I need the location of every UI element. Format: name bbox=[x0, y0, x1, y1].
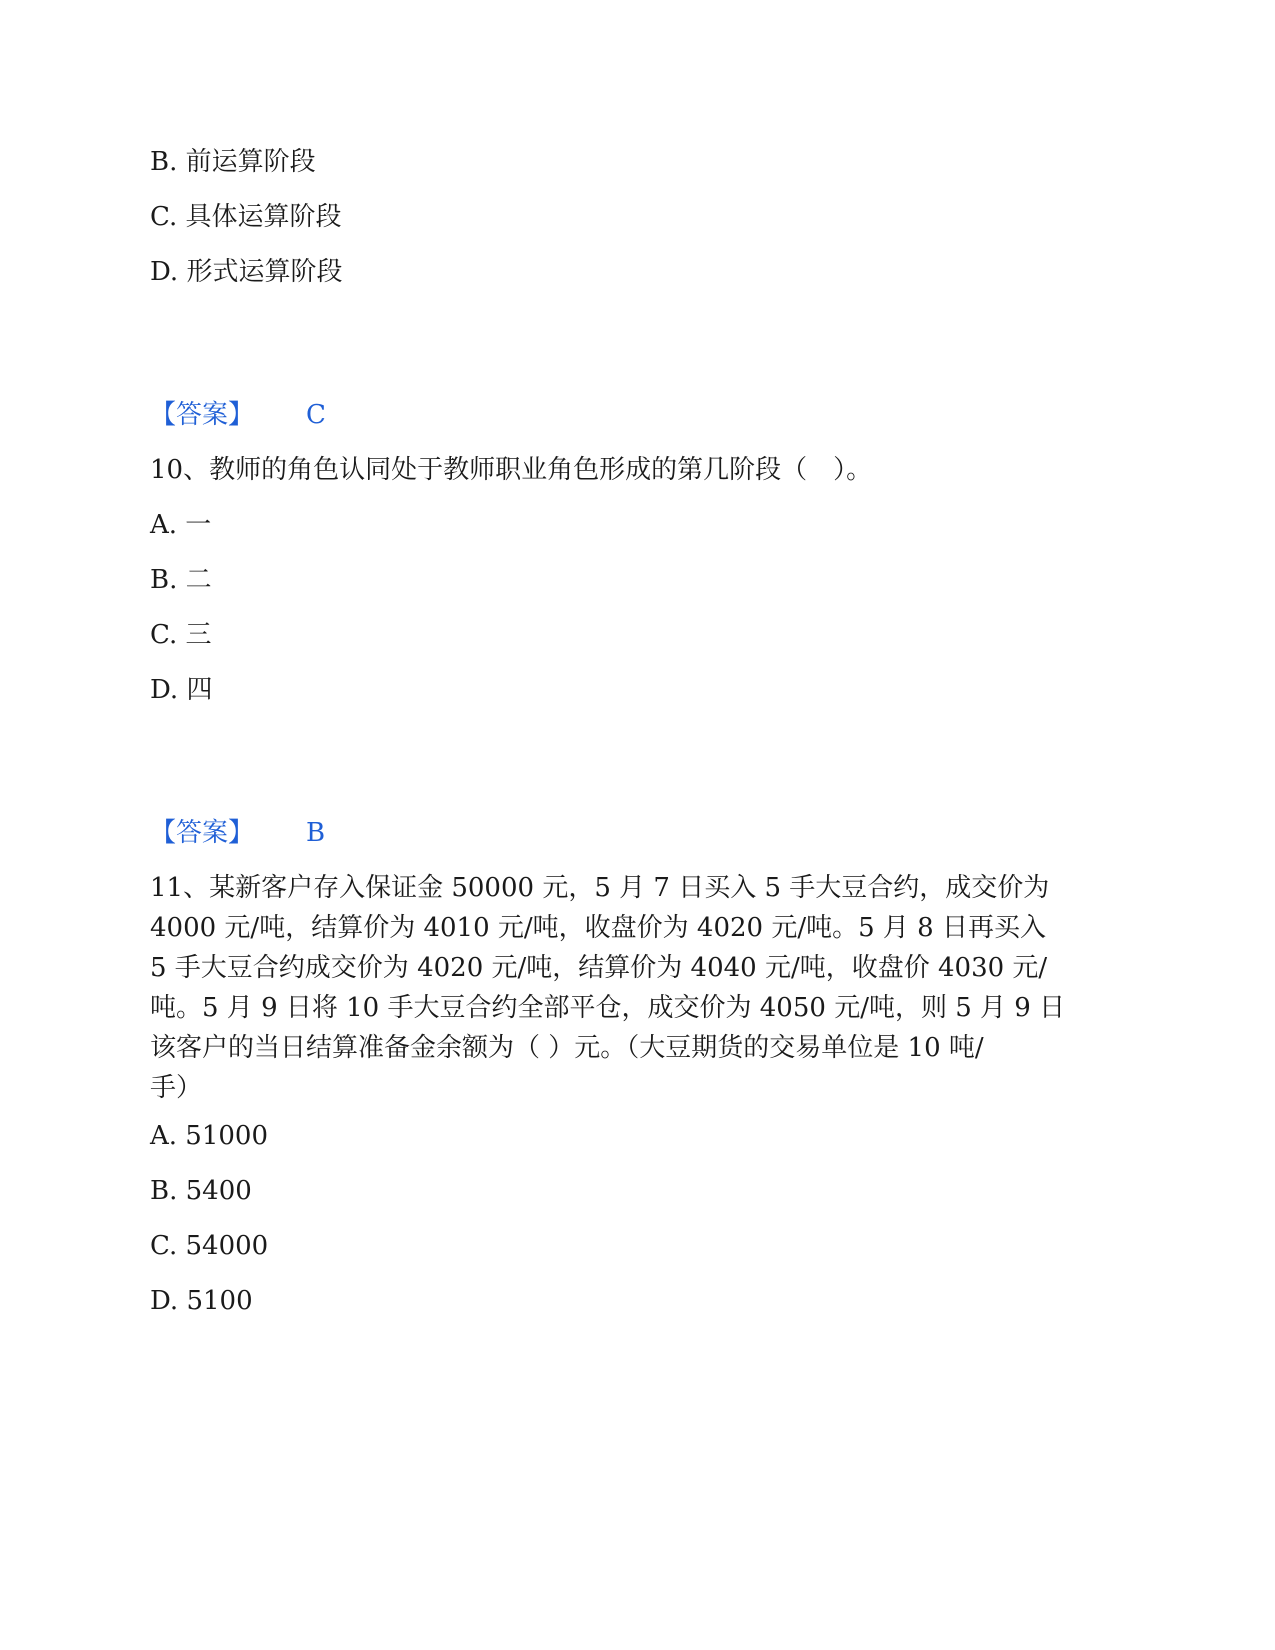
answer-label: 【答案】 bbox=[150, 818, 255, 848]
answer-value: B bbox=[306, 818, 326, 848]
q11-stem-line: 11、某新客户存入保证金 50000 元，5 月 7 日买入 5 手大豆合约，成交价为 bbox=[150, 873, 1050, 903]
q11-option-d: D. 5100 bbox=[150, 1286, 253, 1316]
answer-block bbox=[150, 400, 326, 430]
q10-option-d: D. 四 bbox=[150, 675, 213, 705]
q9-option-d: D. 形式运算阶段 bbox=[150, 257, 343, 287]
answer-value: C bbox=[306, 400, 326, 430]
q10-option-a: A. 一 bbox=[150, 510, 212, 540]
q10-option-b: B. 二 bbox=[150, 565, 212, 595]
q11-stem-line: 吨。5 月 9 日将 10 手大豆合约全部平仓，成交价为 4050 元/吨，则 5 月 9 日 bbox=[150, 993, 1066, 1023]
q9-option-c: C. 具体运算阶段 bbox=[150, 202, 342, 232]
q11-stem-line: 5 手大豆合约成交价为 4020 元/吨，结算价为 4040 元/吨，收盘价 4030 元/ bbox=[150, 953, 1048, 983]
q11-option-b: B. 5400 bbox=[150, 1176, 252, 1206]
q11-option-a: A. 51000 bbox=[150, 1121, 269, 1151]
q9-option-b: B. 前运算阶段 bbox=[150, 147, 316, 177]
q10-option-c: C. 三 bbox=[150, 620, 212, 650]
answer-label: 【答案】 bbox=[150, 400, 255, 430]
q11-option-c: C. 54000 bbox=[150, 1231, 269, 1261]
q10-stem: 10、教师的角色认同处于教师职业角色形成的第几阶段（ ）。 bbox=[150, 455, 873, 485]
q11-stem-line: 手） bbox=[150, 1073, 203, 1103]
answer-block bbox=[150, 818, 325, 848]
q11-stem-line: 4000 元/吨，结算价为 4010 元/吨，收盘价为 4020 元/吨。5 月 8 日再买入 bbox=[150, 913, 1046, 943]
q11-stem-line: 该客户的当日结算准备金余额为（ ）元。（大豆期货的交易单位是 10 吨/ bbox=[150, 1033, 984, 1063]
q11-stem bbox=[150, 868, 1130, 1108]
